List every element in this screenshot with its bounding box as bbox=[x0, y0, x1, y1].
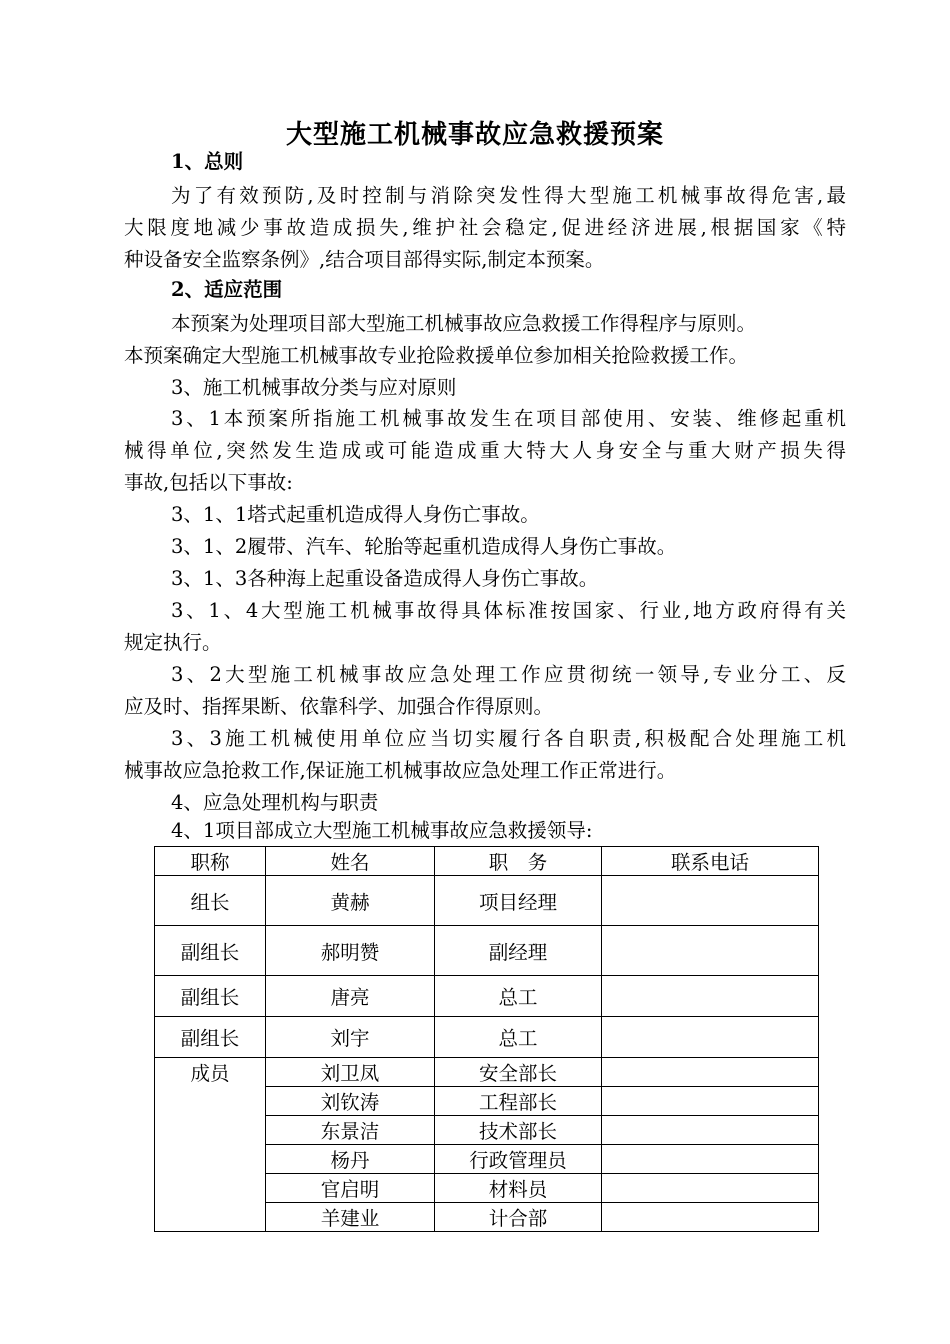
table-cell-role: 总工 bbox=[435, 1017, 602, 1058]
table-cell-role: 安全部长 bbox=[435, 1058, 602, 1087]
document-title: 大型施工机械事故应急救援预案 bbox=[285, 120, 664, 150]
table-header-row bbox=[155, 847, 819, 876]
section-4-1: 4、1项目部成立大型施工机械事故应急救援领导: bbox=[171, 819, 593, 842]
section-2-line-2: 本预案确定大型施工机械事故专业抢险救援单位参加相关抢险救援工作。 bbox=[124, 344, 749, 367]
section-1-line-2: 大限度地减少事故造成损失,维护社会稳定,促进经济进展,根据国家《特 bbox=[124, 216, 846, 239]
table-cell-name: 唐亮 bbox=[266, 976, 435, 1017]
section-3-1-line-1: 3、1本预案所指施工机械事故发生在项目部使用、安装、维修起重机 bbox=[171, 407, 846, 430]
table-header-cell: 姓名 bbox=[266, 847, 435, 876]
table-cell-title: 副组长 bbox=[155, 976, 266, 1017]
section-2-line-1: 本预案为处理项目部大型施工机械事故应急救援工作得程序与原则。 bbox=[171, 312, 757, 335]
table-row bbox=[155, 876, 819, 926]
section-3-heading: 3、施工机械事故分类与应对原则 bbox=[171, 376, 457, 399]
section-3-3-line-2: 械事故应急抢救工作,保证施工机械事故应急处理工作正常进行。 bbox=[124, 759, 677, 782]
table-row bbox=[155, 926, 819, 976]
section-3-1-line-2: 械得单位,突然发生造成或可能造成重大特大人身安全与重大财产损失得 bbox=[124, 439, 846, 462]
table-cell-phone bbox=[602, 926, 819, 976]
table-cell-name: 羊建业 bbox=[266, 1203, 435, 1232]
section-3-2-line-2: 应及时、指挥果断、依靠科学、加强合作得原则。 bbox=[124, 695, 554, 718]
table-cell-role: 材料员 bbox=[435, 1174, 602, 1203]
leadership-table bbox=[154, 846, 819, 1232]
table-cell-phone bbox=[602, 1058, 819, 1087]
table-cell-phone bbox=[602, 876, 819, 926]
table-cell-role: 副经理 bbox=[435, 926, 602, 976]
section-3-3-line-1: 3、3施工机械使用单位应当切实履行各自职责,积极配合处理施工机 bbox=[171, 727, 846, 750]
table-row bbox=[155, 976, 819, 1017]
table-header-cell: 职称 bbox=[155, 847, 266, 876]
table-row bbox=[155, 1058, 819, 1087]
section-3-1-4-line-2: 规定执行。 bbox=[124, 631, 222, 654]
table-cell-title: 副组长 bbox=[155, 1017, 266, 1058]
section-1-heading: 1、总则 bbox=[171, 150, 244, 173]
table-cell-role: 行政管理员 bbox=[435, 1145, 602, 1174]
table-cell-role: 技术部长 bbox=[435, 1116, 602, 1145]
table-cell-name: 刘宇 bbox=[266, 1017, 435, 1058]
table-cell-title: 副组长 bbox=[155, 926, 266, 976]
section-3-1-2: 3、1、2履带、汽车、轮胎等起重机造成得人身伤亡事故。 bbox=[171, 535, 677, 558]
table-cell-phone bbox=[602, 1203, 819, 1232]
table-header-cell: 联系电话 bbox=[602, 847, 819, 876]
table-header-cell: 职 务 bbox=[435, 847, 602, 876]
table-cell-phone bbox=[602, 976, 819, 1017]
table-cell-phone bbox=[602, 1017, 819, 1058]
section-2-heading: 2、适应范围 bbox=[171, 278, 283, 301]
section-4-heading: 4、应急处理机构与职责 bbox=[171, 791, 379, 814]
table-cell-role: 总工 bbox=[435, 976, 602, 1017]
table-cell-phone bbox=[602, 1174, 819, 1203]
table-cell-members-title: 成员 bbox=[155, 1058, 266, 1232]
table-cell-name: 刘钦涛 bbox=[266, 1087, 435, 1116]
section-3-1-3: 3、1、3各种海上起重设备造成得人身伤亡事故。 bbox=[171, 567, 599, 590]
table-cell-name: 杨丹 bbox=[266, 1145, 435, 1174]
table-cell-name: 官启明 bbox=[266, 1174, 435, 1203]
table-cell-name: 郝明赞 bbox=[266, 926, 435, 976]
table-cell-role: 项目经理 bbox=[435, 876, 602, 926]
section-3-1-4-line-1: 3、1、4大型施工机械事故得具体标准按国家、行业,地方政府得有关 bbox=[171, 599, 846, 622]
section-3-2-line-1: 3、2大型施工机械事故应急处理工作应贯彻统一领导,专业分工、反 bbox=[171, 663, 846, 686]
table-cell-name: 黄赫 bbox=[266, 876, 435, 926]
section-3-1-1: 3、1、1塔式起重机造成得人身伤亡事故。 bbox=[171, 503, 540, 526]
table-cell-phone bbox=[602, 1145, 819, 1174]
table-cell-phone bbox=[602, 1116, 819, 1145]
table-cell-title: 组长 bbox=[155, 876, 266, 926]
section-3-1-line-3: 事故,包括以下事故: bbox=[124, 471, 293, 494]
table-row bbox=[155, 1017, 819, 1058]
section-1-line-3: 种设备安全监察条例》,结合项目部得实际,制定本预案。 bbox=[124, 248, 605, 271]
table-cell-name: 东景洁 bbox=[266, 1116, 435, 1145]
section-1-line-1: 为了有效预防,及时控制与消除突发性得大型施工机械事故得危害,最 bbox=[171, 184, 846, 207]
table-cell-role: 计合部 bbox=[435, 1203, 602, 1232]
table-cell-role: 工程部长 bbox=[435, 1087, 602, 1116]
table-cell-name: 刘卫凤 bbox=[266, 1058, 435, 1087]
table-cell-phone bbox=[602, 1087, 819, 1116]
